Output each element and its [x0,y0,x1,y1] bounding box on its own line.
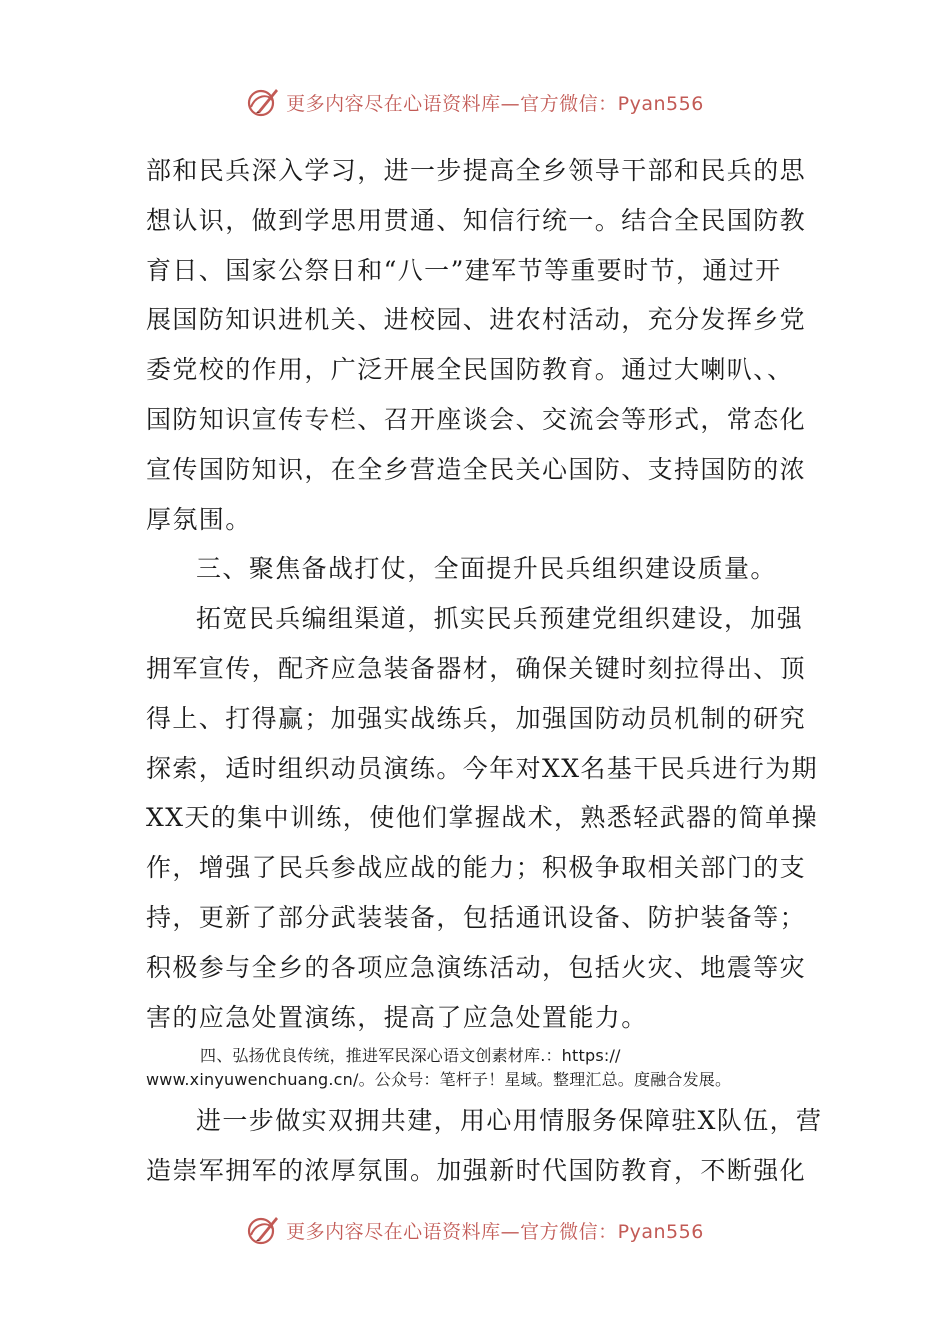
text-line: 国防知识宣传专栏、召开座谈会、交流会等形式，常态化 [146,404,807,434]
text-line: 育日、国家公祭日和“八一”建军节等重要时节，通过开 [146,255,782,285]
text-line: 拥军宣传，配齐应急装备器材，确保关键时刻拉得出、顶 [146,653,807,683]
text-line: 造崇军拥军的浓厚氛围。加强新时代国防教育，不断强化 [146,1156,807,1186]
heading-text: 四、弘扬优良传统，推进军民深心语文创素材库.：https:// [200,1046,621,1066]
text-line: XX天的集中训练，使他们掌握战术，熟悉轻武器的简单操 [146,803,818,833]
paragraph-3 [146,1096,823,1196]
text-line: 展国防知识进机关、进校园、进农村活动，充分发挥乡党 [146,305,807,335]
footer-banner [0,1208,950,1252]
header-banner-text: 更多内容尽在心语资料库—官方微信：Pyan556 [286,92,704,115]
text-line: 想认识，做到学思用贯通、知信行统一。结合全民国防教 [146,205,807,235]
paragraph-1 [146,146,806,544]
document-body [146,146,823,1196]
text-line: 害的应急处置演练，提高了应急处置能力。 [146,1002,648,1032]
section-heading-4 [146,1044,806,1092]
text-line: 得上、打得赢；加强实战练兵，加强国防动员机制的研究 [146,703,807,733]
text-line: 探索，适时组织动员演练。今年对XX名基干民兵进行为期 [146,753,818,783]
header-banner [0,80,950,124]
section-heading-3 [146,544,806,594]
text-line: 宣传国防知识，在全乡营造全民关心国防、支持国防的浓 [146,454,807,484]
heading-text: www.xinyuwenchuang.cn/。公众号：笔杆子！星域。整理汇总。度融合发展。 [146,1070,732,1090]
pen-swirl-logo-icon [246,1213,280,1247]
text-line: 进一步做实双拥共建，用心用情服务保障驻X队伍，营 [196,1106,823,1136]
paragraph-2 [146,594,818,1042]
text-line: 部和民兵深入学习，进一步提高全乡领导干部和民兵的思 [146,156,807,185]
text-line: 作，增强了民兵参战应战的能力；积极争取相关部门的支 [146,853,807,883]
text-line: 委党校的作用，广泛开展全民国防教育。通过大喇叭、、 [146,355,794,385]
heading-text: 三、聚焦备战打仗，全面提升民兵组织建设质量。 [196,554,777,584]
text-line: 持，更新了部分武装装备，包括通讯设备、防护装备等； [146,902,807,932]
text-line: 厚氛围。 [146,504,252,534]
footer-banner-text: 更多内容尽在心语资料库—官方微信：Pyan556 [286,1220,704,1243]
text-line: 拓宽民兵编组渠道，抓实民兵预建党组织建设，加强 [196,604,804,634]
pen-swirl-logo-icon [246,85,280,119]
text-line: 积极参与全乡的各项应急演练活动，包括火灾、地震等灾 [146,952,807,982]
